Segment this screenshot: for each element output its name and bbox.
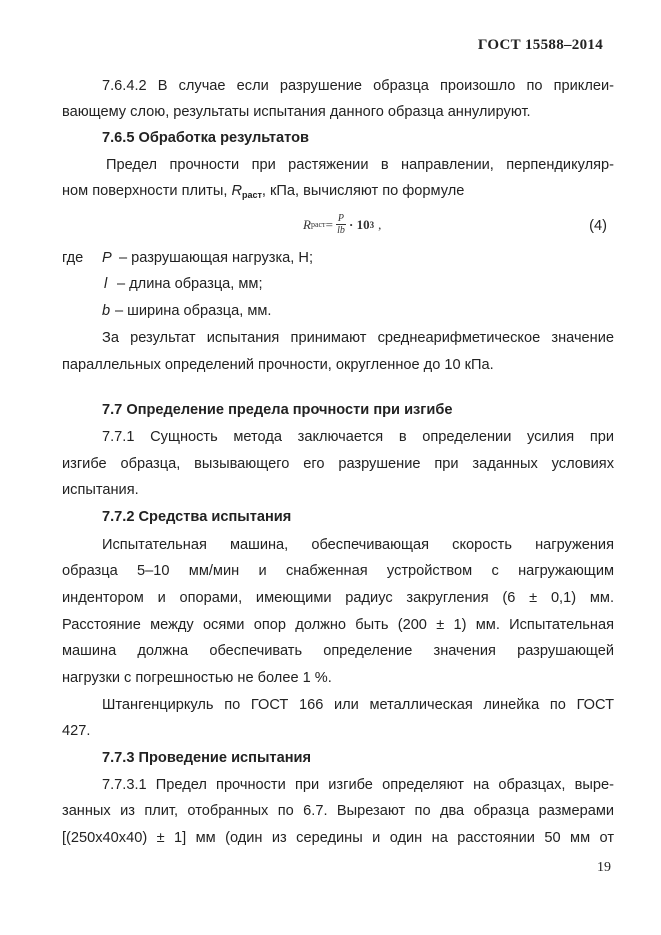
paragraph-line: параллельных определений прочности, округленное до 10 кПа. bbox=[62, 357, 494, 373]
formula-fraction: $\frac{P}{lb}$ bbox=[337, 213, 345, 236]
paragraph-line: изгибе образца, вызывающего его разрушение при заданных условиях bbox=[62, 456, 614, 472]
paragraph-line: нагрузки с погрешностью не более 1 %. bbox=[62, 670, 332, 686]
section-heading: 7.7.2 Средства испытания bbox=[102, 509, 292, 525]
where-label: где bbox=[62, 250, 84, 266]
term-description: – разрушающая нагрузка, Н; bbox=[119, 250, 313, 266]
paragraph-line: 7.6.4.2 В случае если разрушение образца произошло по приклеи- bbox=[102, 78, 614, 94]
paragraph-line: ном поверхности плиты, $R_{раст}$, кПа, вычисляют по формуле bbox=[62, 183, 465, 200]
formula-4: R раст = $\frac{P}{lb}$ · 10 3 , bbox=[303, 213, 382, 236]
paragraph-line: Расстояние между осями опор должно быть (200 ± 1) мм. Испытательная bbox=[62, 617, 614, 633]
doc-header: ГОСТ 15588–2014 bbox=[477, 37, 603, 53]
paragraph-line: Предел прочности при растяжении в направлении, перпендикуляр- bbox=[106, 157, 614, 173]
paragraph-line: индентором и опорами, имеющими радиус закругления (6 ± 0,1) мм. bbox=[62, 590, 614, 606]
paragraph-line: занных из плит, отобранных по 6.7. Вырезают по два образца размерами bbox=[62, 803, 614, 819]
paragraph-line: Испытательная машина, обеспечивающая скорость нагружения bbox=[102, 537, 614, 553]
paragraph-line: За результат испытания принимают среднеарифметическое значение bbox=[102, 330, 614, 346]
paragraph-line: Штангенциркуль по ГОСТ 166 или металлическая линейка по ГОСТ bbox=[102, 697, 614, 713]
paragraph-line: 427. bbox=[62, 723, 91, 739]
paragraph-line: [(250x40x40) ± 1] мм (один из середины и один на расстоянии 50 мм от bbox=[62, 830, 614, 846]
term-description: – ширина образца, мм. bbox=[115, 303, 272, 319]
equation-number: (4) bbox=[589, 218, 607, 234]
term-symbol: l bbox=[104, 276, 108, 292]
paragraph-line: образца 5–10 мм/мин и снабженная устройством с нагружающим bbox=[62, 563, 614, 579]
term-symbol: b bbox=[102, 303, 111, 319]
paragraph-line: испытания. bbox=[62, 482, 139, 498]
section-heading: 7.6.5 Обработка результатов bbox=[102, 130, 310, 146]
page-number: 19 bbox=[597, 860, 611, 875]
paragraph-line: 7.7.1 Сущность метода заключается в определении усилия при bbox=[102, 429, 614, 445]
section-heading: 7.7 Определение предела прочности при изгибе bbox=[102, 402, 453, 418]
paragraph-line: машина должна обеспечивать определение значения разрушающей bbox=[62, 643, 614, 659]
term-symbol: P bbox=[102, 250, 112, 266]
paragraph-line: вающему слою, результаты испытания данного образца аннулируют. bbox=[62, 104, 531, 120]
paragraph-line: 7.7.3.1 Предел прочности при изгибе определяют на образцах, выре- bbox=[102, 777, 614, 793]
term-description: – длина образца, мм; bbox=[117, 276, 263, 292]
section-heading: 7.7.3 Проведение испытания bbox=[102, 750, 311, 766]
